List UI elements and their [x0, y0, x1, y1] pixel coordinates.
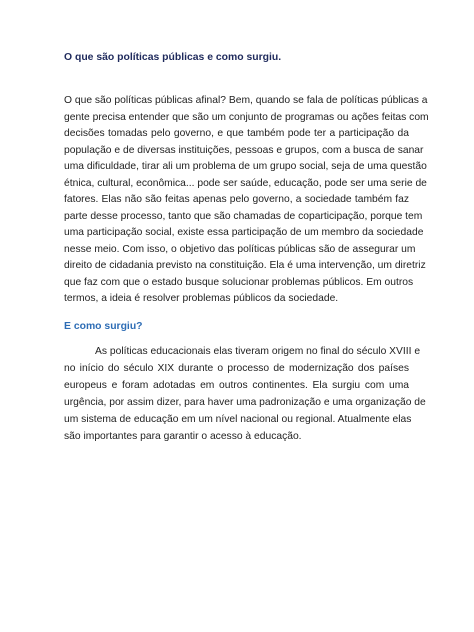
paragraph-line: As políticas educacionais elas tiveram origem no final do século XVIII e: [95, 346, 421, 357]
paragraph-line: gente precisa entender que são um conjunto de programas ou ações feitas com: [64, 111, 429, 123]
paragraph-line: urgência, por assim dizer, para haver uma padronização e uma organização de: [64, 396, 426, 408]
paragraph-line: população e de diversas instituições, pessoas e grupos, com a busca de sanar: [64, 144, 424, 156]
paragraph-line: europeus e foram adotadas em outros continentes. Ela surgiu com uma: [64, 379, 409, 391]
document-title: O que são políticas públicas e como surgiu.: [64, 52, 282, 63]
paragraph-line: parte desse processo, tanto que são chamadas de coparticipação, porque tem: [64, 210, 423, 222]
paragraph-line: termos, a ideia é resolver problemas públicos da sociedade.: [64, 293, 339, 304]
paragraph-line: uma dificuldade, tirar ali um problema de um grupo social, seja de uma questão: [64, 161, 427, 172]
section-heading: E como surgiu?: [64, 321, 143, 332]
paragraph-line: são importantes para garantir o acesso à educação.: [64, 430, 302, 442]
paragraph-line: um sistema de educação em um nível nacional ou regional. Atualmente elas: [64, 413, 412, 425]
paragraph-line: direito de cidadania previsto na constituição. Ela é uma intervenção, um diretriz: [64, 260, 426, 271]
paragraph-line: étnica, cultural, econômica... pode ser saúde, educação, pode ser uma serie de: [64, 177, 427, 189]
paragraph-line: O que são políticas públicas afinal? Bem, quando se fala de políticas públicas a: [64, 95, 428, 106]
paragraph-line: fatores. Elas não são feitas apenas pelo governo, a sociedade também faz: [64, 194, 409, 205]
paragraph-line: uma participação social, existe essa participação de um membro da sociedade: [64, 227, 424, 238]
paragraph-line: no início do século XIX durante o processo de modernização dos países: [64, 362, 409, 374]
paragraph-line: nesse meio. Com isso, o objetivo das políticas públicas são de assegurar um: [64, 243, 416, 255]
paragraph-line: que faz com que o estado busque solucionar problemas públicos. Em outros: [64, 276, 414, 288]
paragraph-origin: [64, 344, 426, 445]
paragraph-line: decisões tomadas pelo governo, e que também pode ter a participação da: [64, 128, 409, 139]
paragraph-intro: [64, 93, 429, 308]
